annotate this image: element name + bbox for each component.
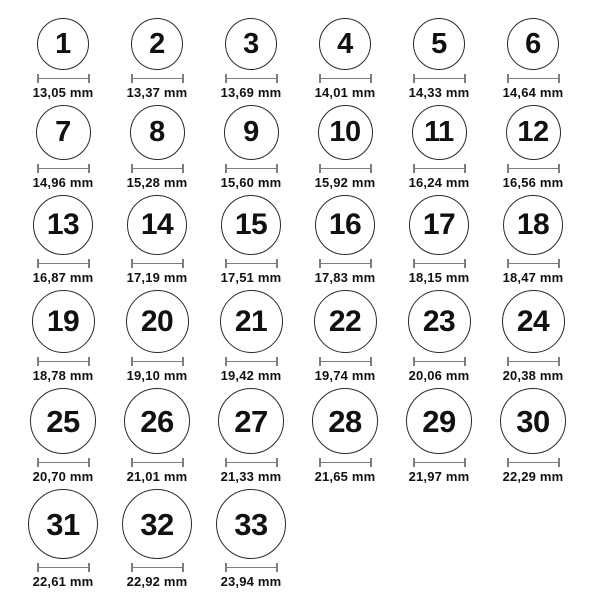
diameter-ruler — [225, 563, 278, 572]
ring-circle — [315, 195, 375, 255]
ruler-right-tick — [276, 74, 278, 83]
ring-row-2 — [16, 105, 600, 190]
ring-circle — [412, 105, 467, 160]
ring-size-number: 17 — [422, 208, 456, 241]
diameter-ruler — [37, 458, 90, 467]
ring-diameter-label: 20,06 mm — [408, 368, 470, 383]
diameter-ruler — [131, 357, 184, 366]
ring-diameter-label: 21,65 mm — [314, 469, 376, 484]
ruler-right-tick — [276, 563, 278, 572]
ruler-right-tick — [558, 74, 560, 83]
ring-cell — [110, 105, 204, 190]
ring-row-1 — [16, 18, 600, 100]
ruler-right-tick — [276, 164, 278, 173]
ring-cell — [204, 290, 298, 383]
ring-circle — [130, 105, 185, 160]
ring-diameter-label: 21,97 mm — [408, 469, 470, 484]
ruler-right-tick — [182, 259, 184, 268]
ruler-line — [508, 361, 559, 363]
ring-cell — [16, 489, 110, 589]
ring-size-number: 6 — [525, 27, 541, 60]
ring-cell — [392, 388, 486, 484]
ring-circle — [318, 105, 373, 160]
diameter-ruler — [225, 259, 278, 268]
ring-cell — [298, 105, 392, 190]
ring-size-number: 24 — [516, 304, 550, 338]
ring-cell — [110, 18, 204, 100]
ring-diameter-label: 15,60 mm — [220, 175, 282, 190]
ruler-line — [414, 263, 465, 265]
ring-cell — [298, 290, 392, 383]
ring-cell — [110, 388, 204, 484]
ring-size-number: 28 — [328, 403, 362, 439]
diameter-ruler — [131, 563, 184, 572]
ring-cell — [16, 388, 110, 484]
ruler-right-tick — [558, 259, 560, 268]
diameter-ruler — [131, 259, 184, 268]
diameter-ruler — [37, 563, 90, 572]
ring-circle — [28, 489, 98, 559]
ring-cell — [110, 195, 204, 285]
ring-cell — [204, 105, 298, 190]
ruler-right-tick — [464, 164, 466, 173]
ring-size-number: 16 — [328, 208, 362, 241]
ruler-right-tick — [182, 164, 184, 173]
ruler-line — [320, 78, 371, 80]
ring-size-number: 10 — [329, 116, 361, 148]
ring-cell — [392, 290, 486, 383]
ruler-right-tick — [370, 357, 372, 366]
ruler-line — [414, 168, 465, 170]
ring-circle — [413, 18, 465, 70]
ring-cell — [204, 195, 298, 285]
ruler-line — [226, 361, 277, 363]
ruler-line — [38, 462, 89, 464]
ring-circle — [221, 195, 281, 255]
ring-diameter-label: 17,51 mm — [220, 270, 282, 285]
ring-circle — [124, 388, 190, 454]
ring-circle — [218, 388, 284, 454]
ring-circle — [122, 489, 192, 559]
ruler-right-tick — [464, 357, 466, 366]
ruler-line — [38, 168, 89, 170]
ring-diameter-label: 22,92 mm — [126, 574, 188, 589]
diameter-ruler — [507, 164, 560, 173]
diameter-ruler — [507, 259, 560, 268]
diameter-ruler — [37, 259, 90, 268]
ring-size-number: 7 — [55, 116, 71, 148]
ring-diameter-label: 13,69 mm — [220, 85, 282, 100]
ruler-right-tick — [182, 458, 184, 467]
ring-circle — [319, 18, 371, 70]
ruler-right-tick — [370, 458, 372, 467]
ring-diameter-label: 13,37 mm — [126, 85, 188, 100]
diameter-ruler — [131, 458, 184, 467]
ring-size-number: 23 — [422, 304, 456, 338]
diameter-ruler — [225, 357, 278, 366]
ruler-right-tick — [276, 458, 278, 467]
ring-circle — [406, 388, 472, 454]
ruler-right-tick — [370, 74, 372, 83]
diameter-ruler — [319, 357, 372, 366]
ring-size-number: 2 — [149, 27, 165, 60]
ring-cell — [16, 290, 110, 383]
ring-row-4 — [16, 290, 600, 383]
diameter-ruler — [319, 74, 372, 83]
diameter-ruler — [319, 259, 372, 268]
diameter-ruler — [413, 259, 466, 268]
ring-size-number: 25 — [46, 403, 80, 439]
ring-diameter-label: 15,92 mm — [314, 175, 376, 190]
ring-diameter-label: 17,19 mm — [126, 270, 188, 285]
ruler-line — [132, 361, 183, 363]
ring-cell — [392, 195, 486, 285]
ring-diameter-label: 19,74 mm — [314, 368, 376, 383]
diameter-ruler — [225, 74, 278, 83]
ruler-line — [132, 462, 183, 464]
ring-diameter-label: 14,01 mm — [314, 85, 376, 100]
ruler-right-tick — [558, 458, 560, 467]
ring-row-5 — [16, 388, 600, 484]
ring-circle — [503, 195, 563, 255]
ruler-right-tick — [370, 164, 372, 173]
ruler-right-tick — [276, 259, 278, 268]
diameter-ruler — [413, 74, 466, 83]
ring-circle — [224, 105, 279, 160]
ring-size-number: 1 — [55, 27, 71, 60]
ring-size-number: 18 — [516, 208, 550, 241]
ring-cell — [392, 18, 486, 100]
ring-circle — [127, 195, 187, 255]
ring-diameter-label: 19,10 mm — [126, 368, 188, 383]
ring-diameter-label: 19,42 mm — [220, 368, 282, 383]
ring-diameter-label: 22,29 mm — [502, 469, 564, 484]
ruler-right-tick — [182, 563, 184, 572]
diameter-ruler — [37, 74, 90, 83]
ruler-line — [38, 567, 89, 569]
ring-cell — [298, 195, 392, 285]
ring-cell — [16, 195, 110, 285]
ring-circle — [500, 388, 566, 454]
ring-diameter-label: 18,78 mm — [32, 368, 94, 383]
ring-diameter-label: 18,15 mm — [408, 270, 470, 285]
ring-diameter-label: 16,56 mm — [502, 175, 564, 190]
ring-diameter-label: 16,24 mm — [408, 175, 470, 190]
ring-diameter-label: 14,64 mm — [502, 85, 564, 100]
ruler-line — [132, 567, 183, 569]
ring-size-number: 8 — [149, 116, 165, 148]
diameter-ruler — [37, 164, 90, 173]
diameter-ruler — [319, 164, 372, 173]
diameter-ruler — [131, 164, 184, 173]
ring-diameter-label: 20,38 mm — [502, 368, 564, 383]
diameter-ruler — [413, 458, 466, 467]
ruler-line — [414, 462, 465, 464]
ring-circle — [408, 290, 471, 353]
ruler-line — [414, 78, 465, 80]
ruler-line — [38, 78, 89, 80]
ring-diameter-label: 14,96 mm — [32, 175, 94, 190]
ring-circle — [314, 290, 377, 353]
ring-size-number: 22 — [328, 304, 362, 338]
ring-diameter-label: 21,33 mm — [220, 469, 282, 484]
ruler-right-tick — [558, 164, 560, 173]
ring-size-number: 21 — [234, 304, 268, 338]
ruler-line — [508, 78, 559, 80]
ring-cell — [486, 18, 580, 100]
ring-cell — [298, 18, 392, 100]
ring-diameter-label: 16,87 mm — [32, 270, 94, 285]
diameter-ruler — [225, 458, 278, 467]
ruler-line — [320, 168, 371, 170]
ring-size-number: 31 — [46, 506, 80, 542]
ring-circle — [30, 388, 96, 454]
ruler-line — [414, 361, 465, 363]
ring-size-number: 3 — [243, 27, 259, 60]
ring-row-6 — [16, 489, 600, 589]
ring-cell — [486, 388, 580, 484]
ring-cell — [486, 195, 580, 285]
ring-row-3 — [16, 195, 600, 285]
ring-diameter-label: 21,01 mm — [126, 469, 188, 484]
ring-cell — [298, 388, 392, 484]
ruler-right-tick — [370, 259, 372, 268]
ring-diameter-label: 15,28 mm — [126, 175, 188, 190]
ring-size-number: 12 — [517, 116, 549, 148]
ring-circle — [506, 105, 561, 160]
ring-size-number: 13 — [46, 208, 80, 241]
diameter-ruler — [413, 357, 466, 366]
ring-diameter-label: 18,47 mm — [502, 270, 564, 285]
ring-size-number: 26 — [140, 403, 174, 439]
diameter-ruler — [319, 458, 372, 467]
ruler-right-tick — [182, 357, 184, 366]
ruler-line — [508, 263, 559, 265]
ruler-right-tick — [88, 458, 90, 467]
ring-size-number: 11 — [424, 116, 454, 148]
ring-cell — [204, 388, 298, 484]
ruler-line — [320, 462, 371, 464]
ring-circle — [36, 105, 91, 160]
ruler-line — [132, 78, 183, 80]
ring-size-number: 27 — [234, 403, 268, 439]
ruler-right-tick — [88, 259, 90, 268]
ring-circle — [32, 290, 95, 353]
ruler-right-tick — [464, 259, 466, 268]
ring-diameter-label: 22,61 mm — [32, 574, 94, 589]
ruler-right-tick — [464, 74, 466, 83]
ring-cell — [110, 489, 204, 589]
ruler-line — [132, 168, 183, 170]
diameter-ruler — [507, 74, 560, 83]
ring-cell — [204, 18, 298, 100]
ring-size-number: 32 — [140, 506, 174, 542]
ring-diameter-label: 20,70 mm — [32, 469, 94, 484]
ring-diameter-label: 14,33 mm — [408, 85, 470, 100]
ruler-right-tick — [88, 74, 90, 83]
ring-circle — [409, 195, 469, 255]
ring-circle — [216, 489, 286, 559]
ring-size-number: 14 — [140, 208, 174, 241]
ring-diameter-label: 23,94 mm — [220, 574, 282, 589]
ring-size-number: 4 — [337, 27, 353, 60]
ring-size-number: 30 — [516, 403, 550, 439]
ring-circle — [220, 290, 283, 353]
diameter-ruler — [507, 458, 560, 467]
ring-diameter-label: 13,05 mm — [32, 85, 94, 100]
ruler-right-tick — [88, 164, 90, 173]
ruler-line — [38, 361, 89, 363]
ring-circle — [312, 388, 378, 454]
ring-diameter-label: 17,83 mm — [314, 270, 376, 285]
ring-circle — [502, 290, 565, 353]
ring-size-number: 33 — [234, 506, 268, 542]
diameter-ruler — [131, 74, 184, 83]
ring-cell — [16, 105, 110, 190]
ruler-line — [508, 168, 559, 170]
ring-size-number: 29 — [422, 403, 456, 439]
ruler-line — [320, 361, 371, 363]
ring-circle — [225, 18, 277, 70]
diameter-ruler — [413, 164, 466, 173]
ring-size-number: 9 — [243, 116, 259, 148]
ring-circle — [37, 18, 89, 70]
ring-cell — [16, 18, 110, 100]
ruler-right-tick — [182, 74, 184, 83]
ring-circle — [126, 290, 189, 353]
ring-circle — [131, 18, 183, 70]
ring-cell — [110, 290, 204, 383]
ring-size-number: 20 — [140, 304, 174, 338]
ruler-right-tick — [558, 357, 560, 366]
ruler-line — [508, 462, 559, 464]
ring-cell — [486, 290, 580, 383]
ring-size-number: 5 — [431, 27, 447, 60]
ring-cell — [486, 105, 580, 190]
diameter-ruler — [37, 357, 90, 366]
ruler-line — [132, 263, 183, 265]
ruler-line — [226, 567, 277, 569]
ring-circle — [33, 195, 93, 255]
ring-circle — [507, 18, 559, 70]
ruler-line — [226, 78, 277, 80]
ruler-right-tick — [88, 357, 90, 366]
ring-cell — [204, 489, 298, 589]
ruler-right-tick — [88, 563, 90, 572]
ring-size-number: 15 — [234, 208, 268, 241]
ring-size-number: 19 — [46, 304, 80, 338]
ring-cell — [392, 105, 486, 190]
ruler-line — [320, 263, 371, 265]
ruler-line — [38, 263, 89, 265]
ruler-line — [226, 263, 277, 265]
ruler-right-tick — [276, 357, 278, 366]
ruler-line — [226, 462, 277, 464]
diameter-ruler — [225, 164, 278, 173]
diameter-ruler — [507, 357, 560, 366]
ruler-line — [226, 168, 277, 170]
ruler-right-tick — [464, 458, 466, 467]
